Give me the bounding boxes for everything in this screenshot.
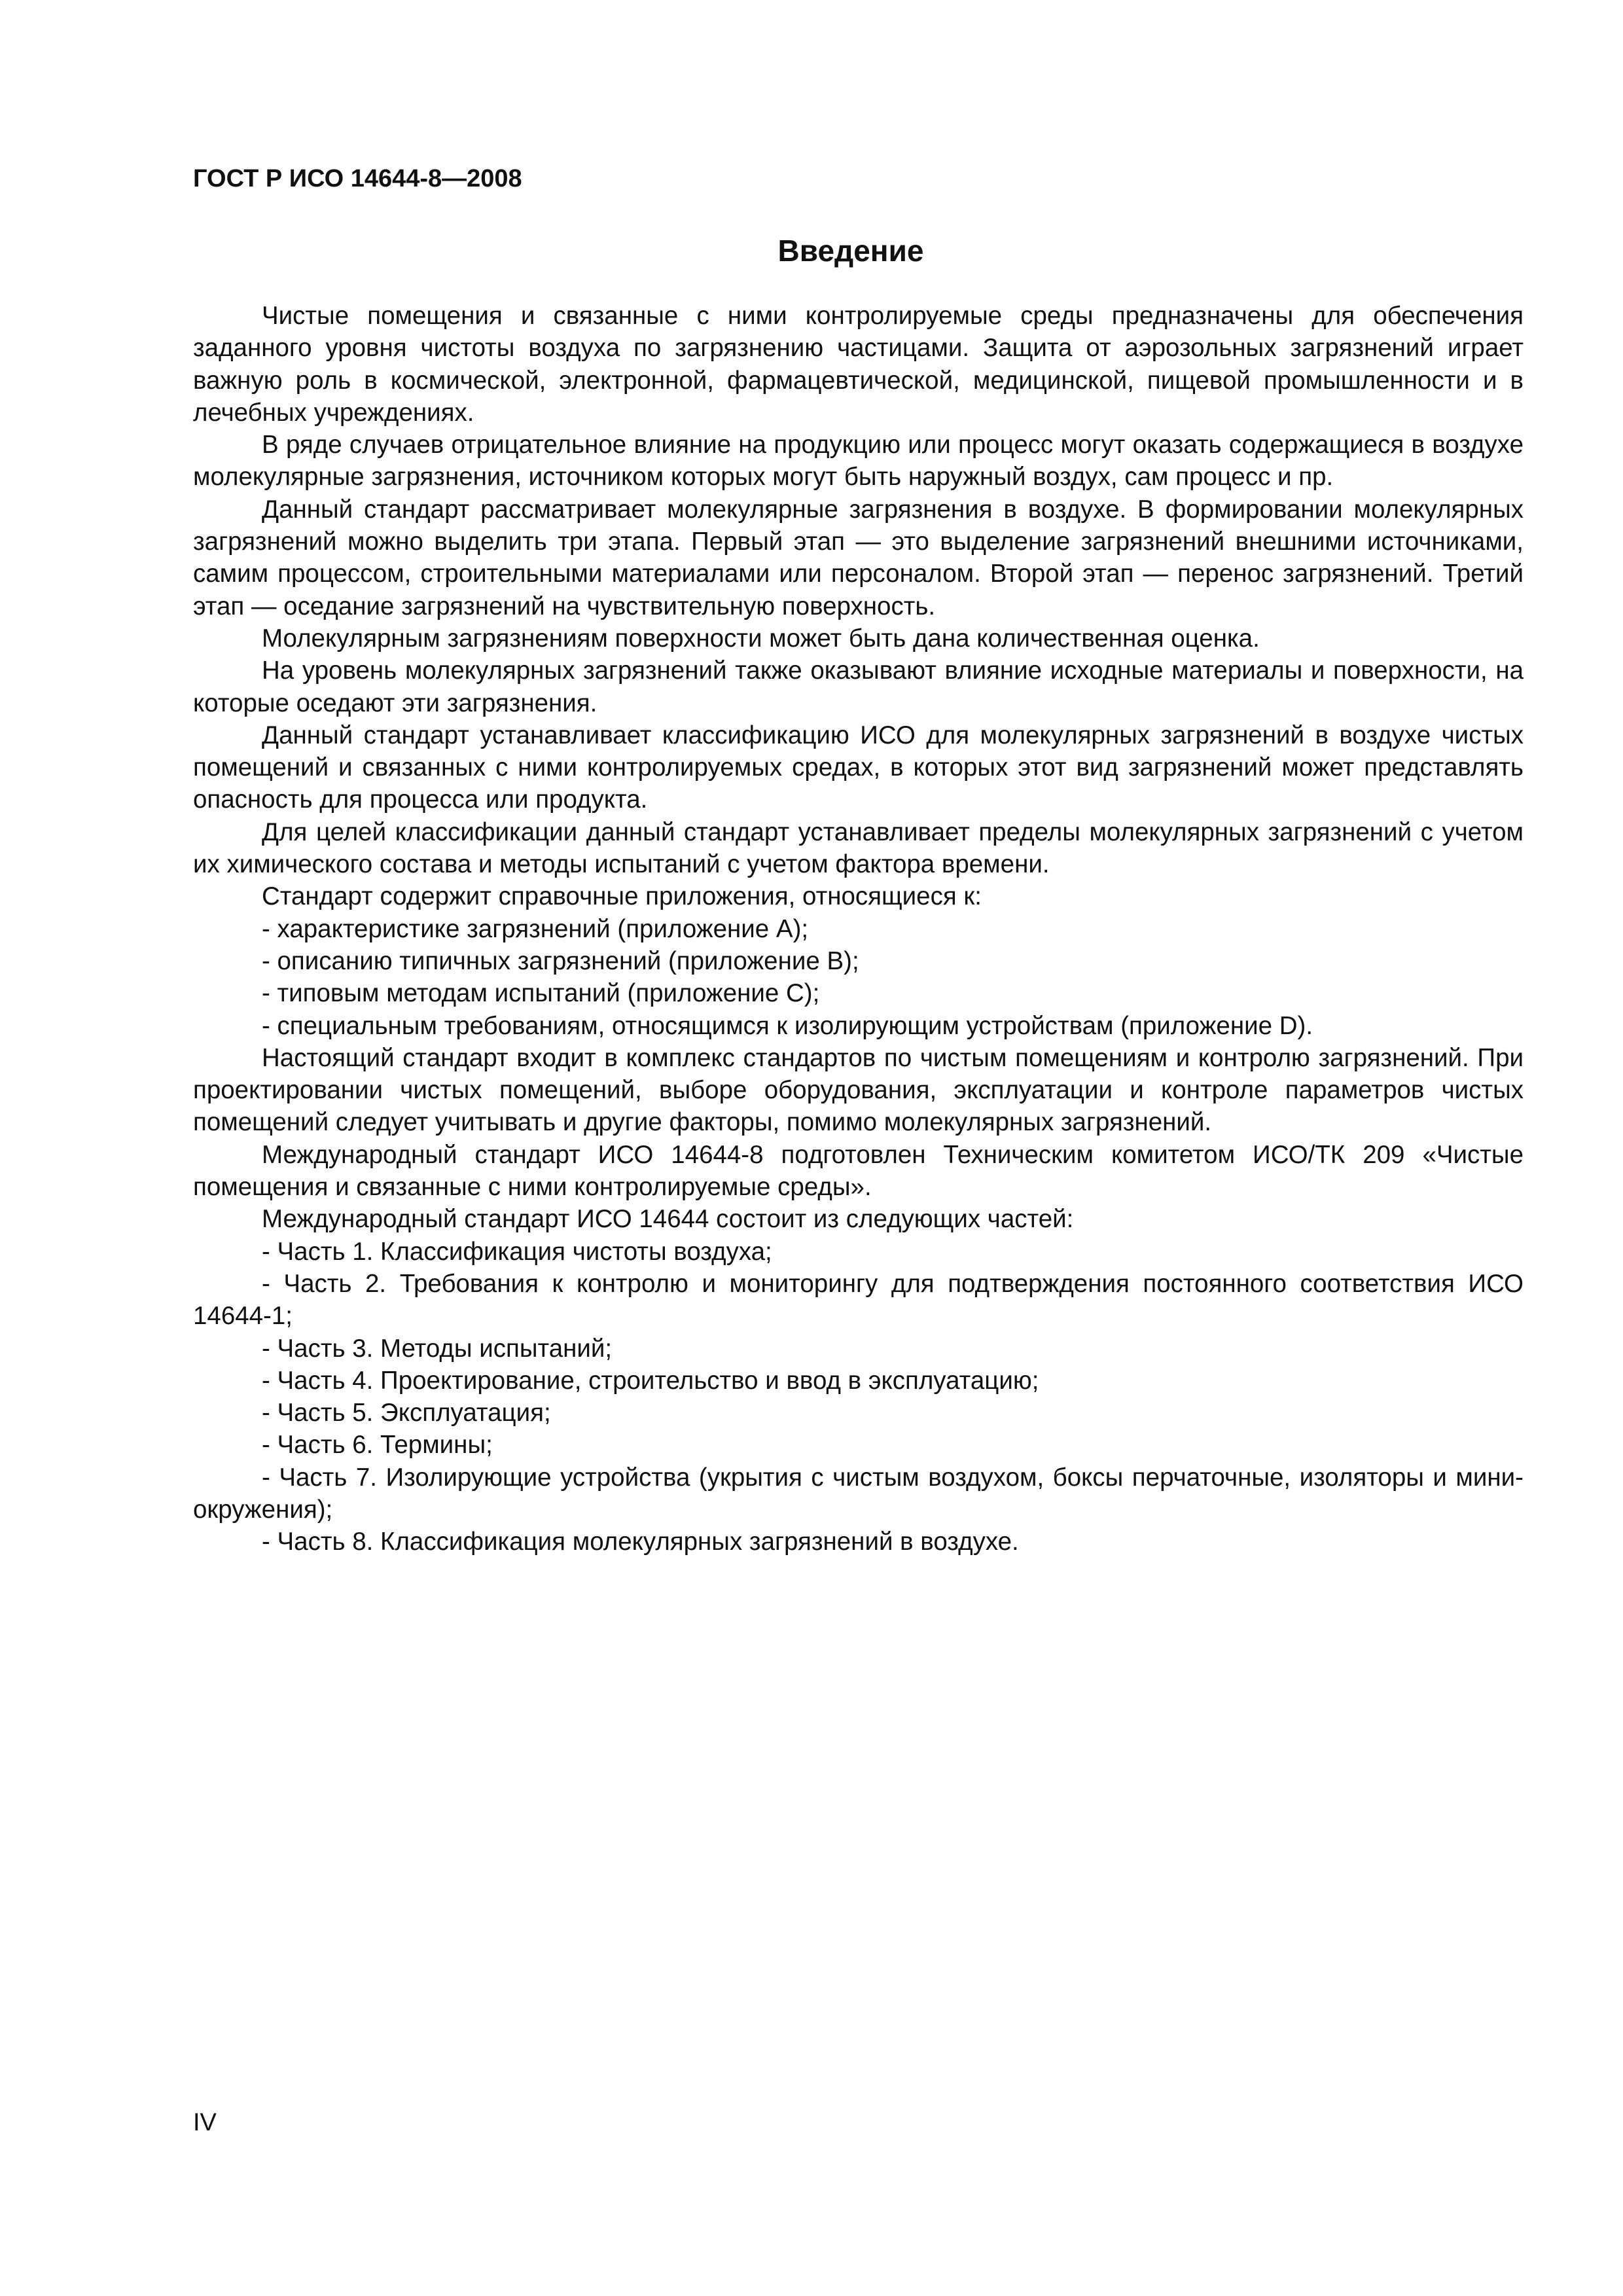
list-item: - Часть 6. Термины; xyxy=(262,1431,493,1460)
paragraph: Данный стандарт рассматривает молекулярные загрязнения в воздухе. В формировании молекулярных загрязнений можно выделить три этапа. Первый этап — это выделение загрязнений внешними источниками, самим процессом, строительными материалами или персоналом. Второй этап — перенос загрязнений. Третий этап — оседание загрязнений на чувствительную поверхность. xyxy=(193,495,1524,620)
document-code: ГОСТ Р ИСО 14644-8—2008 xyxy=(193,165,522,192)
paragraph: На уровень молекулярных загрязнений также оказывают влияние исходные материалы и поверхности, на которые оседают эти загрязнения. xyxy=(193,656,1524,717)
list-item: - типовым методам испытаний (приложение С); xyxy=(262,979,820,1008)
list-item: - характеристике загрязнений (приложение А); xyxy=(262,914,809,943)
paragraph: Чистые помещения и связанные с ними контролируемые среды предназначены для обеспечения заданного уровня чистоты воздуха по загрязнению частицами. Защита от аэрозольных загрязнений играет важную роль в космической, электронной, фармацевтической, медицинской, пищевой промышленности и в лечебных учреждениях. xyxy=(193,302,1524,427)
list-item: - Часть 7. Изолирующие устройства (укрытия с чистым воздухом, боксы перчаточные, изоляторы и мини-окружения); xyxy=(193,1463,1524,1524)
paragraph: Для целей классификации данный стандарт устанавливает пределы молекулярных загрязнений с учетом их химического состава и методы испытаний с учетом фактора времени. xyxy=(193,817,1524,879)
paragraph: Настоящий стандарт входит в комплекс стандартов по чистым помещениям и контролю загрязнений. При проектировании чистых помещений, выборе оборудования, эксплуатации и контроле параметров чистых помещений следует учитывать и другие факторы, помимо молекулярных загрязнений. xyxy=(193,1043,1524,1137)
paragraph: Стандарт содержит справочные приложения, относящиеся к: xyxy=(262,882,982,911)
page-number: IV xyxy=(193,2109,217,2136)
list-item: - Часть 2. Требования к контролю и мониторингу для подтверждения постоянного соответствия ИСО 14644-1; xyxy=(193,1269,1524,1331)
list-item: - Часть 8. Классификация молекулярных загрязнений в воздухе. xyxy=(262,1528,1019,1556)
paragraph: Данный стандарт устанавливает классификацию ИСО для молекулярных загрязнений в воздухе чистых помещений и связанных с ними контролируемых средах, в которых этот вид загрязнений может представлять опасность для процесса или продукта. xyxy=(193,721,1524,814)
body-text xyxy=(193,300,1524,1558)
list-item: - Часть 1. Классификация чистоты воздуха; xyxy=(262,1237,772,1266)
paragraph: Международный стандарт ИСО 14644-8 подготовлен Техническим комитетом ИСО/ТК 209 «Чистые помещения и связанные с ними контролируемые среды». xyxy=(193,1140,1524,1202)
list-item: - Часть 4. Проектирование, строительство и ввод в эксплуатацию; xyxy=(262,1366,1039,1395)
list-item: - Часть 3. Методы испытаний; xyxy=(262,1334,613,1363)
list-item: - специальным требованиям, относящимся к изолирующим устройствам (приложение D). xyxy=(262,1011,1313,1040)
section-title: Введение xyxy=(777,234,924,268)
paragraph: В ряде случаев отрицательное влияние на продукцию или процесс могут оказать содержащиеся в воздухе молекулярные загрязнения, источником которых могут быть наружный воздух, сам процесс и пр. xyxy=(193,431,1524,492)
list-item: - описанию типичных загрязнений (приложение В); xyxy=(262,946,859,975)
paragraph: Молекулярным загрязнениям поверхности может быть дана количественная оценка. xyxy=(262,624,1260,653)
list-item: - Часть 5. Эксплуатация; xyxy=(262,1399,551,1427)
paragraph: Международный стандарт ИСО 14644 состоит из следующих частей: xyxy=(262,1205,1074,1234)
